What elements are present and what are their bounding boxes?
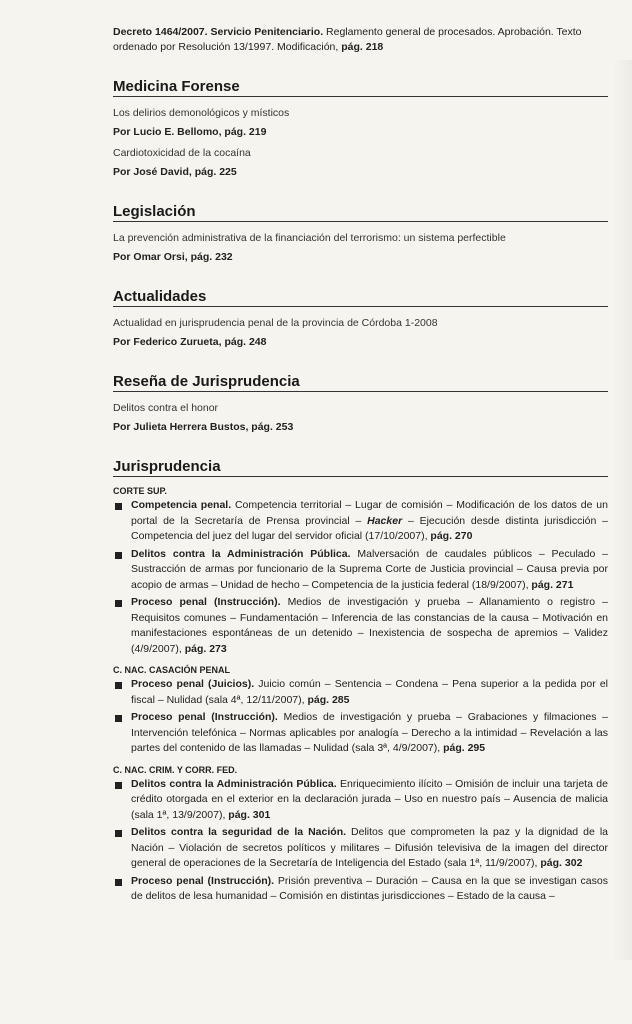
square-bullet-icon xyxy=(115,552,122,559)
case-text: Competencia territorial – Lugar de comisión – Modificación de los datos de un portal de la Secretaría de Prensa provincial – xyxy=(131,499,608,527)
entry-title: La prevención administrativa de la financiación del terrorismo: un sistema perfectible xyxy=(113,232,506,244)
section-heading-actualidades: Actualidades xyxy=(113,288,608,307)
section-heading-jurisprudencia: Jurisprudencia xyxy=(113,458,608,477)
case-text: Delitos que comprometen la paz y la dignidad de la Nación – Violación de secretos políticos y militares – Difusión televisiva de la imagen del director general de operaciones de la Secretaría de Inteligencia del Estado (sala 1ª, 11/9/2007), xyxy=(131,826,609,869)
case-text: Medios de investigación y prueba – Allanamiento o registro – Requisitos comunes – Fundamentación – Inferencia de las constancias de la causa – Motivación en manifestaciones espontáneas de un detenido – Inexistencia de sospecha de apremios – Validez (4/9/2007), xyxy=(131,596,608,655)
entry-title: Delitos contra el honor xyxy=(113,402,219,414)
case-item xyxy=(113,677,608,708)
entry-author: Por Lucio E. Bellomo, pág. 219 xyxy=(113,126,267,138)
case-item xyxy=(113,710,608,757)
case-text-2: – Ejecución desde distinta jurisdicción – Competencia del juez del lugar del servidor oficial (17/10/2007), xyxy=(131,514,608,542)
case-text: Medios de investigación y prueba – Grabaciones y filmaciones – Intervención telefónica – Normas aplicables por analogía – Derecho a la intimidad – Revelación a las partes del contenido de las llamadas – Nulidad (sala 3ª, 4/9/2007), xyxy=(131,711,608,754)
case-topic: Proceso penal (Juicios). xyxy=(131,678,255,690)
case-text: Malversación de caudales públicos – Peculado – Sustracción de armas por funcionario de la Suprema Corte de Justicia provincial – Causa previa por acopio de armas – Unidad de hecho – Competencia de la justicia federal (18/9/2007), xyxy=(131,547,608,591)
case-item xyxy=(113,547,608,594)
entry-author: Por José David, pág. 225 xyxy=(113,166,237,178)
case-page: pág. 270 xyxy=(430,530,473,542)
case-page: pág. 295 xyxy=(443,742,486,754)
case-item xyxy=(113,777,608,824)
case-topic: Competencia penal. xyxy=(131,499,232,511)
entry-title: Los delirios demonológicos y místicos xyxy=(113,107,290,119)
entry-author: Por Julieta Herrera Bustos, pág. 253 xyxy=(113,421,294,433)
entry-author: Por Federico Zurueta, pág. 248 xyxy=(113,336,267,348)
list-item xyxy=(113,146,608,179)
case-page: pág. 285 xyxy=(307,693,350,706)
entry-author: Por Omar Orsi, pág. 232 xyxy=(113,251,233,263)
case-topic: Proceso penal (Instrucción). xyxy=(131,874,275,887)
section-heading-resena: Reseña de Jurisprudencia xyxy=(113,373,608,392)
table-of-contents-page xyxy=(113,25,608,907)
square-bullet-icon xyxy=(115,503,122,510)
case-italic: Hacker xyxy=(367,514,403,527)
court-name: C. NAC. CASACIÓN PENAL xyxy=(113,665,231,675)
case-list xyxy=(113,777,608,905)
case-topic: Delitos contra la Administración Pública. xyxy=(131,777,337,790)
list-item xyxy=(113,106,608,139)
case-text: Prisión preventiva – Duración – Causa en la que se investigan casos de delitos de lesa humanidad – Comisión en distintas jurisdicciones – Estado de la causa – xyxy=(131,874,608,902)
case-page: pág. 302 xyxy=(540,857,583,869)
case-item xyxy=(113,498,608,545)
intro-bold: Decreto 1464/2007. Servicio Penitenciario. xyxy=(113,26,324,38)
square-bullet-icon xyxy=(115,830,122,837)
case-text: Enriquecimiento ilícito – Omisión de incluir una tarjeta de crédito otorgada en el exterior en la declaración jurada – Uso en nuestro país – Ausencia de malicia (sala 1ª, 13/9/2007), xyxy=(131,777,608,821)
case-page: pág. 271 xyxy=(531,578,574,591)
case-text: Juicio común – Sentencia – Condena – Pena superior a la pedida por el fiscal – Nulidad (sala 4ª, 12/11/2007), xyxy=(131,678,608,706)
page-shadow xyxy=(612,60,632,960)
intro-text: Reglamento general de procesados. Aprobación. Texto ordenado por Resolución 13/1997. Modificación, xyxy=(113,26,582,53)
square-bullet-icon xyxy=(115,879,122,886)
section-heading-legislacion: Legislación xyxy=(113,203,608,222)
section-heading-medicina-forense: Medicina Forense xyxy=(113,78,608,97)
case-item xyxy=(113,595,608,657)
case-page: pág. 301 xyxy=(228,808,271,821)
list-item xyxy=(113,401,608,434)
court-name: C. NAC. CRIM. Y CORR. FED. xyxy=(113,764,238,775)
intro-entry xyxy=(113,25,608,54)
case-topic: Delitos contra la Administración Pública. xyxy=(131,547,351,560)
square-bullet-icon xyxy=(115,715,122,722)
case-list xyxy=(113,498,608,657)
entry-title: Cardiotoxicidad de la cocaína xyxy=(113,147,251,159)
case-page: pág. 273 xyxy=(184,642,227,655)
case-topic: Delitos contra la seguridad de la Nación. xyxy=(131,826,347,838)
case-item xyxy=(113,825,608,872)
case-item xyxy=(113,874,608,905)
case-list xyxy=(113,677,608,757)
list-item xyxy=(113,231,608,264)
square-bullet-icon xyxy=(115,782,122,789)
case-topic: Proceso penal (Instrucción). xyxy=(131,596,281,608)
square-bullet-icon xyxy=(115,600,122,607)
intro-page: pág. 218 xyxy=(341,40,384,53)
square-bullet-icon xyxy=(115,682,122,689)
court-name: CORTE SUP. xyxy=(113,486,167,496)
list-item xyxy=(113,316,608,349)
entry-title: Actualidad en jurisprudencia penal de la provincia de Córdoba 1-2008 xyxy=(113,317,438,329)
case-topic: Proceso penal (Instrucción). xyxy=(131,711,278,723)
